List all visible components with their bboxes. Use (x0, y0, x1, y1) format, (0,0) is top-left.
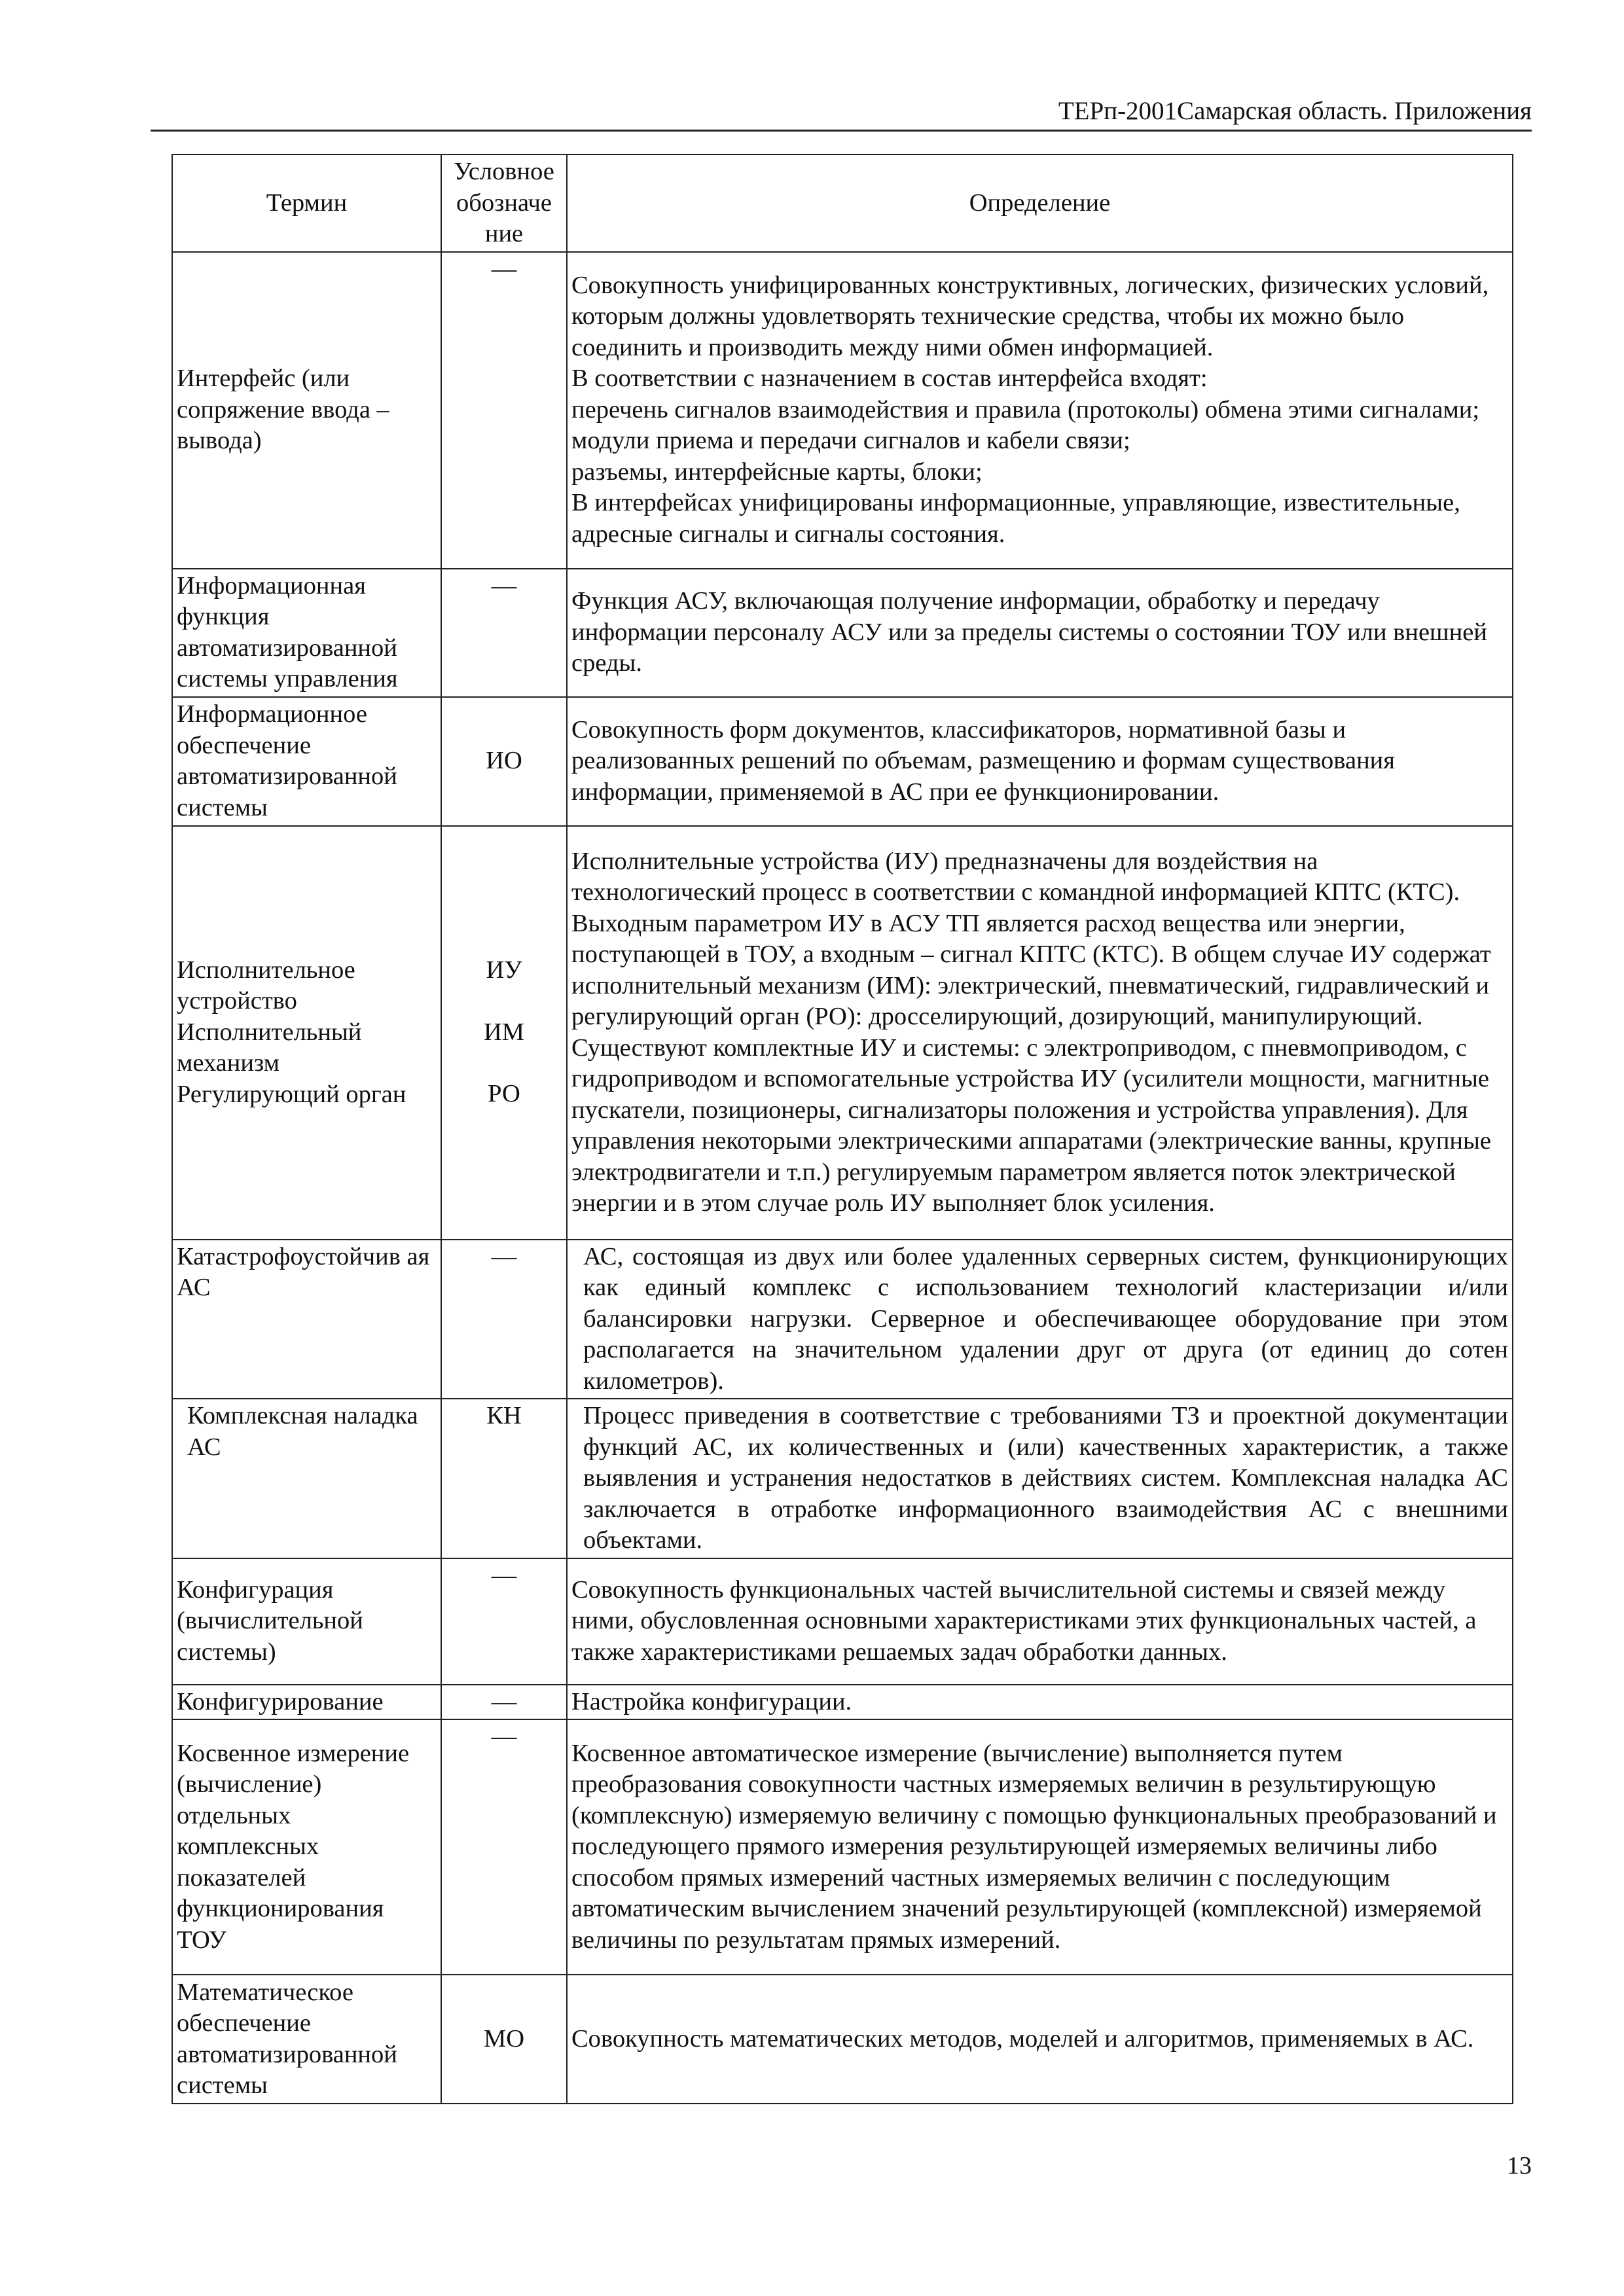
table-row (172, 1975, 1513, 2104)
terms-table (171, 154, 1513, 2104)
definition-paragraph: разъемы, интерфейсные карты, блоки; (571, 457, 983, 486)
table-row (172, 826, 1513, 1240)
definition-cell: Косвенное автоматическое измерение (вычисление) выполняется путем преобразования совокупности частных измеряемых величин в результирующую (комплексную) измеряемую величину с помощью функциональных преобразований и последующего прямого измерения результирующей измеряемых величины либо способом прямых измерений частных измеряемых величин с последующим автоматическим вычислением значений результирующей (комплексной) измеряемой величины по результатам прямых измерений. (567, 1719, 1513, 1975)
term-cell: Информационное обеспечение автоматизированной системы (172, 697, 441, 826)
column-header-term: Термин (172, 154, 441, 252)
symbol-line: ИУ (486, 956, 522, 984)
table-row (172, 1719, 1513, 1975)
term-line: Исполнительное устройство (177, 956, 355, 1015)
table-row (172, 1685, 1513, 1720)
definition-paragraph: В соответствии с назначением в состав интерфейса входят: (571, 365, 1208, 393)
term-line: Регулирующий орган (177, 1080, 406, 1108)
term-cell: Конфигурация (вычислительной системы) (172, 1558, 441, 1685)
definition-paragraph: модули приема и передачи сигналов и кабели связи; (571, 427, 1130, 455)
table-row (172, 252, 1513, 569)
term-cell (172, 826, 441, 1240)
running-header: ТЕРп-2001Самарская область. Приложения (151, 96, 1532, 132)
definition-cell: Настройка конфигурации. (567, 1685, 1513, 1720)
symbol-cell (441, 826, 567, 1240)
table-row (172, 1399, 1513, 1558)
term-cell: Конфигурирование (172, 1685, 441, 1720)
table-row (172, 569, 1513, 697)
table-row (172, 697, 1513, 826)
definition-cell: Совокупность математических методов, моделей и алгоритмов, применяемых в АС. (567, 1975, 1513, 2104)
definition-cell (567, 252, 1513, 569)
definition-cell: Совокупность форм документов, классификаторов, нормативной базы и реализованных решений по объемам, размещению и формам существования информации, применяемой в АС при ее функционировании. (567, 697, 1513, 826)
symbol-cell: — (441, 569, 567, 697)
definition-cell: АС, состоящая из двух или более удаленных серверных систем, функционирующих как единый комплекс с использованием технологий кластеризации и/или балансировки нагрузки. Серверное и обеспечивающее оборудование при этом располагается на значительном удалении друг от друга (от единиц до сотен километров). (567, 1240, 1513, 1399)
column-header-symbol: Условное обозначе ние (441, 154, 567, 252)
term-cell: Интерфейс (или сопряжение ввода – вывода) (172, 252, 441, 569)
symbol-cell: КН (441, 1399, 567, 1558)
column-header-definition: Определение (567, 154, 1513, 252)
definition-paragraph: Совокупность унифицированных конструктивных, логических, физических условий, которым должны удовлетворять технические средства, чтобы их можно было соединить и производить между ними обмен информацией. (571, 271, 1489, 361)
definition-cell: Процесс приведения в соответствие с требованиями ТЗ и проектной документации функций АС, их количественных и (или) качественных характеристик, а также выявления и устранения недостатков в действиях систем. Комплексная наладка АС заключается в отработке информационного взаимодействия АС с внешними объектами. (567, 1399, 1513, 1558)
term-cell: Математическое обеспечение автоматизированной системы (172, 1975, 441, 2104)
table-row (172, 1558, 1513, 1685)
symbol-cell: — (441, 1685, 567, 1720)
symbol-cell: ИО (441, 697, 567, 826)
symbol-line: ИМ (483, 1018, 525, 1046)
definition-cell: Функция АСУ, включающая получение информации, обработку и передачу информации персоналу АСУ или за пределы системы о состоянии ТОУ или внешней среды. (567, 569, 1513, 697)
definition-cell: Исполнительные устройства (ИУ) предназначены для воздействия на технологический процесс в соответствии с командной информацией КПТС (КТС). Выходным параметром ИУ в АСУ ТП является расход вещества или энергии, поступающей в ТОУ, а входным – сигнал КПТС (КТС). В общем случае ИУ содержат исполнительный механизм (ИМ): электрический, пневматический, гидравлический и регулирующий орган (РО): дросселирующий, дозирующий, манипулирующий. Существуют комплектные ИУ и системы: с электроприводом, с пневмоприводом, с гидроприводом и вспомогательные устройства ИУ (усилители мощности, магнитные пускатели, позиционеры, сигнализаторы положения и устройства управления). Для управления некоторыми электрическими аппаратами (электрические ванны, крупные электродвигатели и т.п.) регулируемым параметром является поток электрической энергии и в этом случае роль ИУ выполняет блок усиления. (567, 826, 1513, 1240)
term-cell: Комплексная наладка АС (172, 1399, 441, 1558)
term-cell: Косвенное измерение (вычисление) отдельных комплексных показателей функционирования ТОУ (172, 1719, 441, 1975)
symbol-cell: — (441, 1719, 567, 1975)
page-number: 13 (1507, 2152, 1532, 2179)
symbol-cell: — (441, 1558, 567, 1685)
term-cell: Информационная функция автоматизированной системы управления (172, 569, 441, 697)
definition-cell: Совокупность функциональных частей вычислительной системы и связей между ними, обусловленная основными характеристиками этих функциональных частей, а также характеристиками решаемых задач обработки данных. (567, 1558, 1513, 1685)
symbol-cell: МО (441, 1975, 567, 2104)
symbol-cell: — (441, 252, 567, 569)
term-line: Исполнительный механизм (177, 1018, 362, 1077)
table-row (172, 1240, 1513, 1399)
symbol-cell: — (441, 1240, 567, 1399)
definition-paragraph: перечень сигналов взаимодействия и правила (протоколы) обмена этими сигналами; (571, 395, 1480, 423)
term-cell: Катастрофоустойчив ая АС (172, 1240, 441, 1399)
table-header-row (172, 154, 1513, 252)
definition-paragraph: В интерфейсах унифицированы информационные, управляющие, известительные, адресные сигналы и сигналы состояния. (571, 489, 1460, 548)
symbol-line: РО (488, 1080, 520, 1108)
